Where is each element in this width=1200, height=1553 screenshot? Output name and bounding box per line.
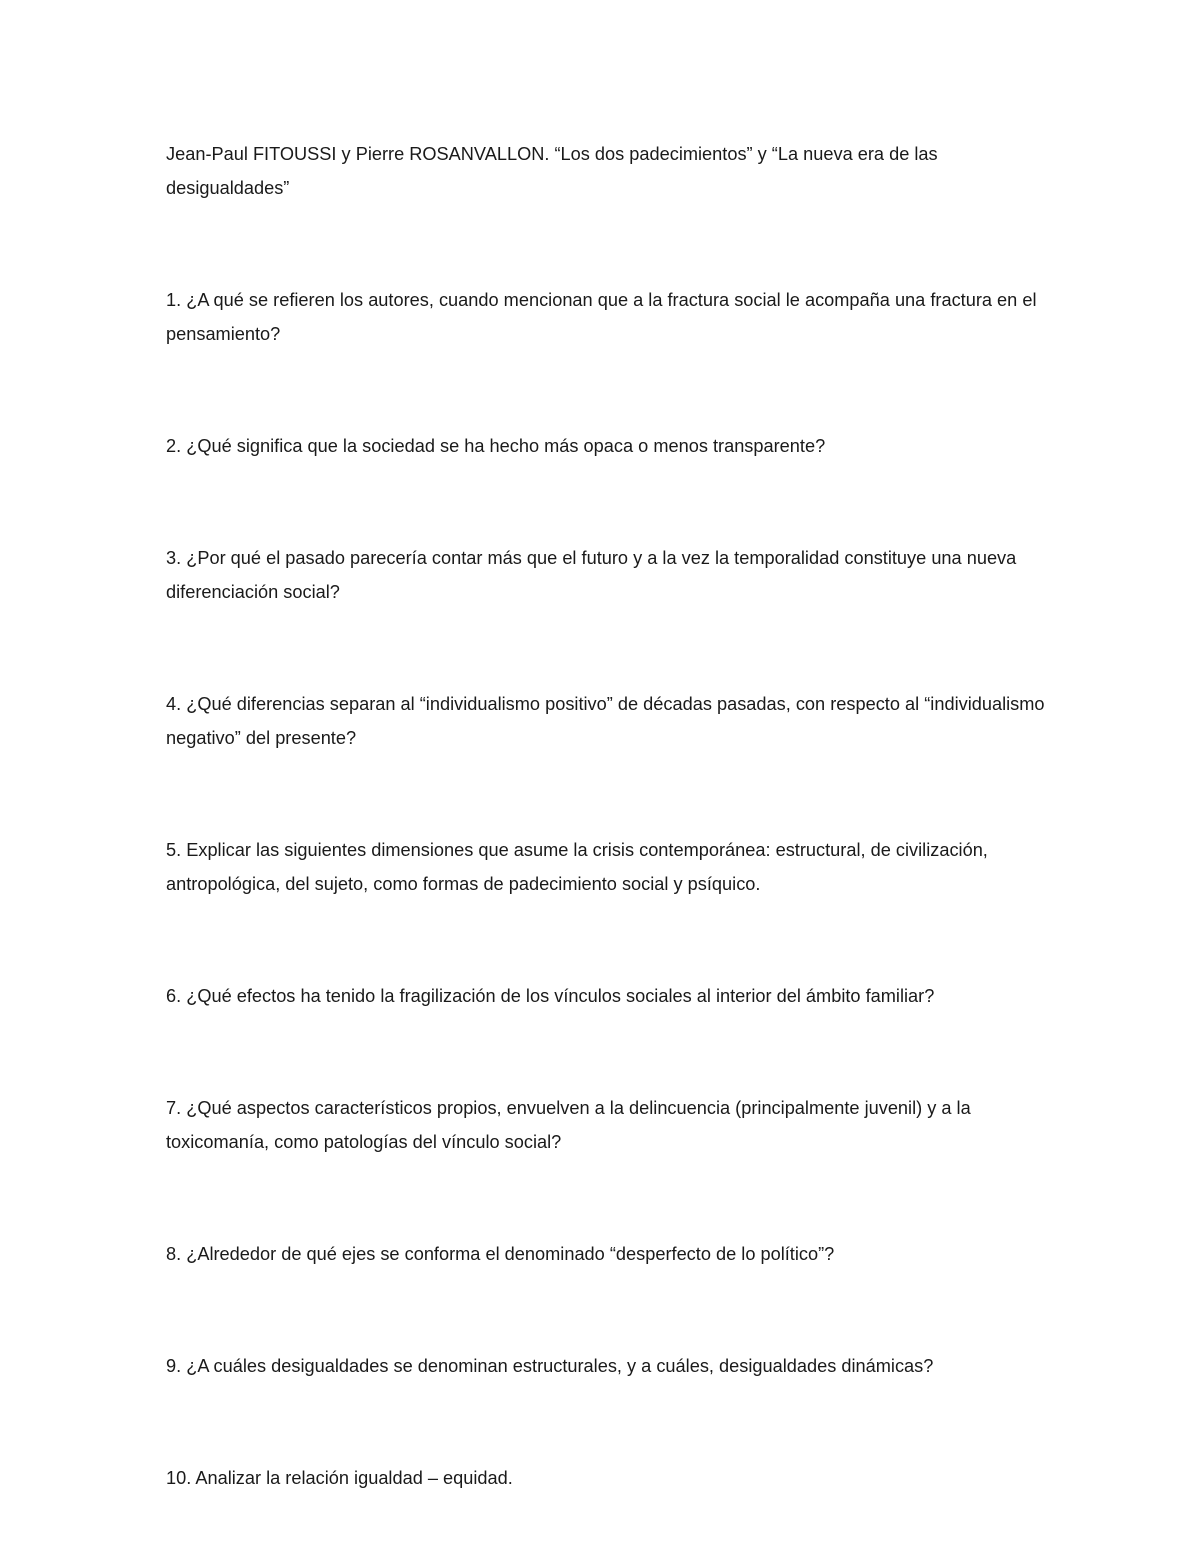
question-10: 10. Analizar la relación igualdad – equidad. bbox=[166, 1468, 513, 1488]
question-1: 1. ¿A qué se refieren los autores, cuando mencionan que a la fractura social le acompaña una fractura en el pensamiento? bbox=[166, 290, 1037, 344]
question-6: 6. ¿Qué efectos ha tenido la fragilización de los vínculos sociales al interior del ámbito familiar? bbox=[166, 986, 935, 1006]
question-9: 9. ¿A cuáles desigualdades se denominan estructurales, y a cuáles, desigualdades dinámicas? bbox=[166, 1356, 934, 1376]
question-4: 4. ¿Qué diferencias separan al “individualismo positivo” de décadas pasadas, con respecto al “individualismo negativo” del presente? bbox=[166, 694, 1045, 748]
question-2: 2. ¿Qué significa que la sociedad se ha hecho más opaca o menos transparente? bbox=[166, 436, 826, 456]
document-body bbox=[166, 137, 1046, 1495]
document-title: Jean-Paul FITOUSSI y Pierre ROSANVALLON. “Los dos padecimientos” y “La nueva era de las desigualdades” bbox=[166, 144, 938, 198]
question-8: 8. ¿Alrededor de qué ejes se conforma el denominado “desperfecto de lo político”? bbox=[166, 1244, 835, 1264]
question-5: 5. Explicar las siguientes dimensiones que asume la crisis contemporánea: estructural, de civilización, antropológica, del sujeto, como formas de padecimiento social y psíquico. bbox=[166, 840, 988, 894]
question-3: 3. ¿Por qué el pasado parecería contar más que el futuro y a la vez la temporalidad constituye una nueva diferenciación social? bbox=[166, 548, 1017, 602]
question-7: 7. ¿Qué aspectos característicos propios, envuelven a la delincuencia (principalmente juvenil) y a la toxicomanía, como patologías del vínculo social? bbox=[166, 1098, 971, 1152]
